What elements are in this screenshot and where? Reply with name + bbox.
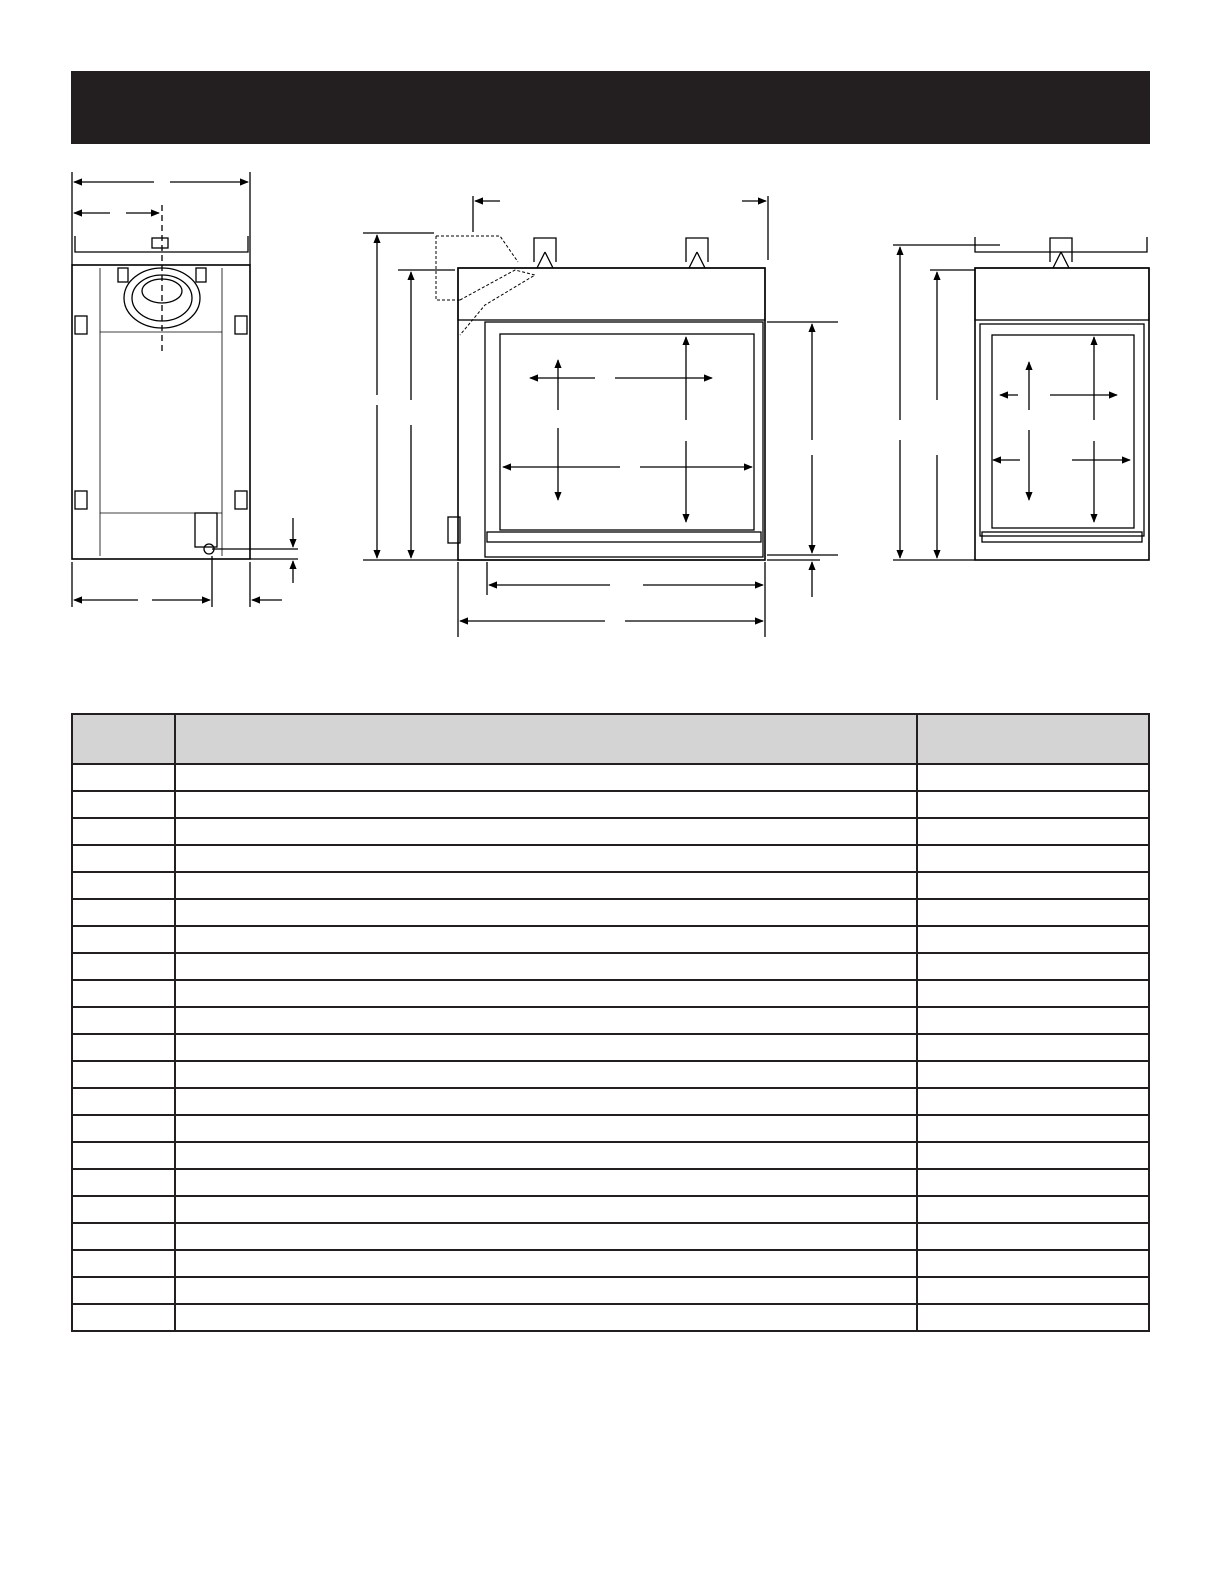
table-cell [917, 791, 1149, 818]
table-row [72, 1007, 1149, 1034]
table-cell [917, 1250, 1149, 1277]
table-cell [917, 980, 1149, 1007]
table-cell [917, 818, 1149, 845]
table-cell [175, 1088, 917, 1115]
dimension-drawings [0, 0, 1225, 700]
table-cell [72, 791, 175, 818]
table-row [72, 791, 1149, 818]
table-cell [72, 845, 175, 872]
table-row [72, 980, 1149, 1007]
table-cell [917, 764, 1149, 791]
table-cell [72, 1034, 175, 1061]
table-cell [72, 980, 175, 1007]
table-row [72, 1115, 1149, 1142]
table-cell [917, 1088, 1149, 1115]
table-row [72, 1304, 1149, 1331]
table-cell [175, 764, 917, 791]
table-row [72, 818, 1149, 845]
table-cell [917, 926, 1149, 953]
table-cell [917, 1034, 1149, 1061]
table-cell [175, 980, 917, 1007]
table-cell [917, 1169, 1149, 1196]
table-row [72, 1250, 1149, 1277]
table-header-cell [175, 714, 917, 764]
table-cell [175, 926, 917, 953]
dimensions-table [71, 713, 1150, 1332]
table-cell [917, 1223, 1149, 1250]
table-cell [175, 1061, 917, 1088]
table-cell [175, 1142, 917, 1169]
table-cell [175, 845, 917, 872]
table-cell [917, 1061, 1149, 1088]
table-cell [72, 1223, 175, 1250]
top-view-drawing [72, 172, 298, 607]
table-row [72, 1169, 1149, 1196]
table-cell [72, 1250, 175, 1277]
table-cell [917, 1142, 1149, 1169]
table-row [72, 764, 1149, 791]
table-cell [72, 1115, 175, 1142]
table-cell [72, 899, 175, 926]
table-cell [175, 1250, 917, 1277]
table-header-cell [917, 714, 1149, 764]
table-cell [175, 1034, 917, 1061]
table-cell [72, 1196, 175, 1223]
table-cell [917, 953, 1149, 980]
table-cell [175, 1304, 917, 1331]
table-cell [72, 872, 175, 899]
table-row [72, 926, 1149, 953]
table-cell [72, 1169, 175, 1196]
side-view-drawing [893, 237, 1149, 560]
table-row [72, 872, 1149, 899]
table-row [72, 1034, 1149, 1061]
table-cell [175, 1196, 917, 1223]
table-cell [72, 1304, 175, 1331]
front-view-drawing [363, 196, 838, 637]
table-row [72, 845, 1149, 872]
table-cell [72, 953, 175, 980]
table-cell [917, 872, 1149, 899]
table-cell [917, 1115, 1149, 1142]
table-cell [175, 872, 917, 899]
table-cell [72, 1277, 175, 1304]
table-row [72, 1142, 1149, 1169]
table-row [72, 1277, 1149, 1304]
table-row [72, 1061, 1149, 1088]
table-cell [72, 1007, 175, 1034]
table-cell [72, 926, 175, 953]
table-cell [72, 1088, 175, 1115]
table-cell [175, 1169, 917, 1196]
table-cell [72, 1061, 175, 1088]
table-cell [917, 1007, 1149, 1034]
table-cell [175, 1223, 917, 1250]
table-row [72, 1088, 1149, 1115]
table-row [72, 953, 1149, 980]
table-cell [175, 1115, 917, 1142]
table-cell [917, 1196, 1149, 1223]
table-header-row [72, 714, 1149, 764]
table-cell [72, 1142, 175, 1169]
table-cell [175, 818, 917, 845]
table-cell [175, 1007, 917, 1034]
table-cell [175, 953, 917, 980]
table-header-cell [72, 714, 175, 764]
table-cell [72, 764, 175, 791]
table-row [72, 1223, 1149, 1250]
table-cell [175, 1277, 917, 1304]
table-row [72, 1196, 1149, 1223]
table-cell [175, 899, 917, 926]
table-cell [917, 899, 1149, 926]
table-cell [175, 791, 917, 818]
table-cell [917, 1277, 1149, 1304]
table-cell [917, 1304, 1149, 1331]
table-cell [917, 845, 1149, 872]
table-cell [72, 818, 175, 845]
table-row [72, 899, 1149, 926]
